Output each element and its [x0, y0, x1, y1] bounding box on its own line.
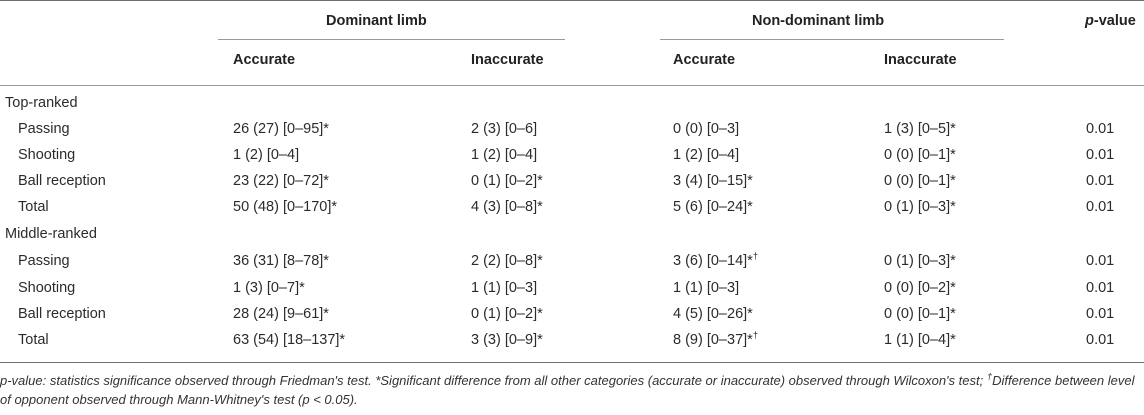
- dominant-accurate-cell: 26 (27) [0–95]*: [233, 121, 329, 137]
- nondominant-inaccurate-cell: 0 (1) [0–3]*: [884, 199, 956, 215]
- pvalue-cell: 0.01: [1086, 173, 1115, 189]
- subheader-nondominant-inaccurate: Inaccurate: [884, 52, 957, 68]
- dominant-group-rule: [218, 39, 565, 40]
- row-label: Total: [18, 199, 49, 215]
- nondominant-group-rule: [660, 39, 1004, 40]
- nondominant-accurate-cell: [673, 331, 758, 349]
- dominant-accurate-cell: 36 (31) [8–78]*: [233, 253, 329, 269]
- nondominant-inaccurate-cell: 0 (1) [0–3]*: [884, 253, 956, 269]
- nondominant-inaccurate-cell: 1 (1) [0–4]*: [884, 332, 956, 348]
- dominant-inaccurate-cell: 2 (2) [0–8]*: [471, 253, 543, 269]
- nondominant-accurate-cell: 4 (5) [0–26]*: [673, 306, 753, 322]
- row-label: Shooting: [18, 280, 76, 296]
- dagger-mark: †: [752, 330, 759, 342]
- section-label: Top-ranked: [5, 95, 78, 111]
- dominant-accurate-cell: 28 (24) [9–61]*: [233, 306, 329, 322]
- nondominant-accurate-cell: [673, 252, 758, 270]
- header-bottom-rule: [0, 85, 1144, 86]
- pvalue-cell: 0.01: [1086, 332, 1115, 348]
- row-label: Shooting: [18, 147, 76, 163]
- subheader-nondominant-accurate: Accurate: [673, 52, 736, 68]
- pvalue-cell: 0.01: [1086, 199, 1115, 215]
- pvalue-cell: 0.01: [1086, 147, 1115, 163]
- nondominant-accurate-cell: 3 (4) [0–15]*: [673, 173, 753, 189]
- nondominant-accurate-value: 8 (9) [0–37]*: [673, 332, 753, 348]
- nondominant-inaccurate-cell: 0 (0) [0–1]*: [884, 147, 956, 163]
- subheader-dominant-inaccurate: Inaccurate: [471, 52, 544, 68]
- dominant-accurate-cell: 23 (22) [0–72]*: [233, 173, 329, 189]
- nondominant-inaccurate-cell: 0 (0) [0–1]*: [884, 173, 956, 189]
- footnote-text-2: Difference between level of opponent observed through Mann-Whitney's test (p < 0.05).: [0, 373, 1135, 407]
- table-footnote: [0, 371, 1144, 409]
- dominant-inaccurate-cell: 4 (3) [0–8]*: [471, 199, 543, 215]
- header-dominant-limb: Dominant limb: [326, 13, 427, 29]
- dominant-inaccurate-cell: 1 (2) [0–4]: [471, 147, 538, 163]
- subheader-dominant-accurate: Accurate: [233, 52, 296, 68]
- nondominant-accurate-value: 3 (6) [0–14]*: [673, 253, 753, 269]
- pvalue-cell: 0.01: [1086, 280, 1115, 296]
- nondominant-inaccurate-cell: 0 (0) [0–1]*: [884, 306, 956, 322]
- footnote-dagger: †: [986, 371, 993, 383]
- nondominant-accurate-cell: 1 (2) [0–4]: [673, 147, 740, 163]
- header-pvalue-p: p: [1085, 13, 1094, 29]
- pvalue-cell: 0.01: [1086, 253, 1115, 269]
- row-label: Passing: [18, 253, 70, 269]
- nondominant-accurate-cell: 5 (6) [0–24]*: [673, 199, 753, 215]
- dominant-accurate-cell: 1 (2) [0–4]: [233, 147, 300, 163]
- row-label: Passing: [18, 121, 70, 137]
- header-nondominant-limb: Non-dominant limb: [752, 13, 885, 29]
- pvalue-cell: 0.01: [1086, 306, 1115, 322]
- dominant-accurate-cell: 1 (3) [0–7]*: [233, 280, 305, 296]
- dominant-inaccurate-cell: 2 (3) [0–6]: [471, 121, 538, 137]
- dominant-accurate-cell: 63 (54) [18–137]*: [233, 332, 346, 348]
- row-label: Ball reception: [18, 306, 106, 322]
- header-pvalue-rest: -value: [1093, 13, 1136, 29]
- dagger-mark: †: [752, 251, 759, 263]
- dominant-inaccurate-cell: 3 (3) [0–9]*: [471, 332, 543, 348]
- footnote-text-1: p-value: statistics significance observed through Friedman's test. *Significant difference from all other categories (accurate or inaccurate) observed through Wilcoxon's test;: [0, 373, 987, 388]
- dominant-accurate-cell: 50 (48) [0–170]*: [233, 199, 337, 215]
- pvalue-cell: 0.01: [1086, 121, 1115, 137]
- dominant-inaccurate-cell: 1 (1) [0–3]: [471, 280, 538, 296]
- nondominant-inaccurate-cell: 1 (3) [0–5]*: [884, 121, 956, 137]
- dominant-inaccurate-cell: 0 (1) [0–2]*: [471, 173, 543, 189]
- nondominant-inaccurate-cell: 0 (0) [0–2]*: [884, 280, 956, 296]
- row-label: Ball reception: [18, 173, 106, 189]
- table-top-rule: [0, 0, 1144, 1]
- table-bottom-rule: [0, 362, 1144, 363]
- nondominant-accurate-cell: 0 (0) [0–3]: [673, 121, 740, 137]
- section-label: Middle-ranked: [5, 226, 97, 242]
- dominant-inaccurate-cell: 0 (1) [0–2]*: [471, 306, 543, 322]
- nondominant-accurate-cell: 1 (1) [0–3]: [673, 280, 740, 296]
- header-pvalue: [1085, 12, 1136, 30]
- row-label: Total: [18, 332, 49, 348]
